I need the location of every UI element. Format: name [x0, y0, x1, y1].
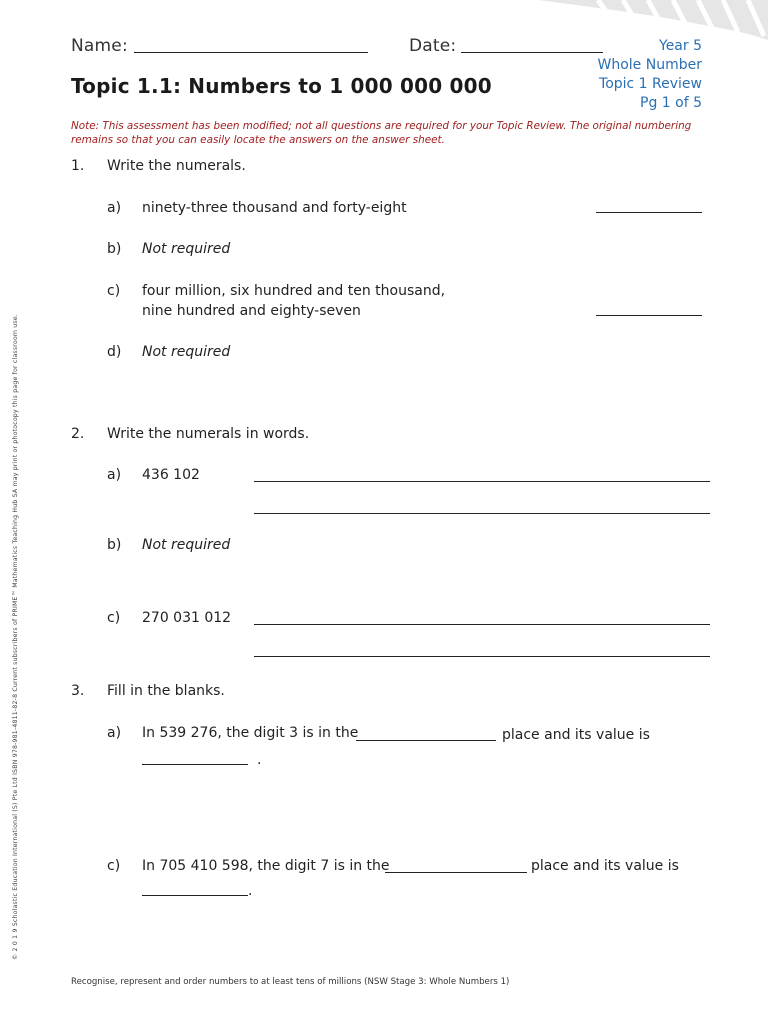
q2c-label: c) [107, 610, 121, 626]
q3c-text-post: place and its value is [531, 858, 679, 874]
q2a-answer-line-1[interactable] [254, 481, 710, 482]
q2b-label: b) [107, 537, 122, 553]
footer-outcome: Recognise, represent and order numbers to at least tens of millions (NSW Stage 3: Whole Numbers 1) [71, 977, 510, 987]
date-field[interactable] [461, 52, 603, 53]
q1-number: 1. [71, 158, 85, 174]
q3-prompt: Fill in the blanks. [107, 683, 225, 699]
q3c-end: . [248, 883, 253, 899]
q3a-label: a) [107, 725, 122, 741]
q1d-text: Not required [142, 344, 231, 360]
q1c-label: c) [107, 283, 121, 299]
q1a-label: a) [107, 200, 122, 216]
q2c-answer-line-1[interactable] [254, 624, 710, 625]
q1b-label: b) [107, 241, 122, 257]
note-line-1: Note: This assessment has been modified; not all questions are required for your Topic Review. The original numbering [71, 120, 692, 132]
q2a-label: a) [107, 467, 122, 483]
q2c-answer-line-2[interactable] [254, 656, 710, 657]
assessment-note [71, 119, 721, 147]
date-label: Date: [409, 36, 457, 56]
q1d-label: d) [107, 344, 122, 360]
q3a-place-blank[interactable] [356, 740, 496, 741]
q2-prompt: Write the numerals in words. [107, 426, 310, 442]
q3a-value-blank[interactable] [142, 764, 248, 765]
q1c-text-line2: nine hundred and eighty-seven [142, 303, 361, 319]
page-title: Topic 1.1: Numbers to 1 000 000 000 [71, 74, 492, 98]
decorative-wave [538, 0, 768, 40]
q2-number: 2. [71, 426, 85, 442]
q2c-text: 270 031 012 [142, 610, 232, 626]
q3c-label: c) [107, 858, 121, 874]
q3c-place-blank[interactable] [385, 872, 527, 873]
q1b-text: Not required [142, 241, 231, 257]
name-field[interactable] [134, 52, 368, 53]
q1c-answer-line[interactable] [596, 315, 702, 316]
q3a-text-pre: In 539 276, the digit 3 is in the [142, 725, 359, 741]
q3-number: 3. [71, 683, 85, 699]
q2b-text: Not required [142, 537, 231, 553]
topic-meta [598, 37, 702, 113]
q3c-value-blank[interactable] [142, 895, 248, 896]
name-label: Name: [71, 36, 128, 56]
q3c-text-pre: In 705 410 598, the digit 7 is in the [142, 858, 390, 874]
q1-prompt: Write the numerals. [107, 158, 246, 174]
q3a-text-post: place and its value is [502, 727, 650, 743]
q2a-text: 436 102 [142, 467, 200, 483]
q1c-text-line1: four million, six hundred and ten thousand, [142, 283, 446, 299]
side-copyright: © 2 0 1 9 Scholastic Education International (S) Pte Ltd ISBN 978-981-4811-82-8 Current subscribers of PRIME™ Mathematics Teaching Hub SA may print or photocopy this page for classroom use. [12, 314, 19, 960]
q3a-end: . [257, 752, 262, 768]
meta-strand: Whole Number [597, 57, 702, 73]
q2a-answer-line-2[interactable] [254, 513, 710, 514]
note-line-2: remains so that you can easily locate the answers on the answer sheet. [71, 134, 445, 146]
meta-review: Topic 1 Review [599, 76, 702, 92]
q1a-text: ninety-three thousand and forty-eight [142, 200, 407, 216]
q1a-answer-line[interactable] [596, 212, 702, 213]
meta-year: Year 5 [659, 38, 702, 54]
meta-page: Pg 1 of 5 [640, 95, 702, 111]
